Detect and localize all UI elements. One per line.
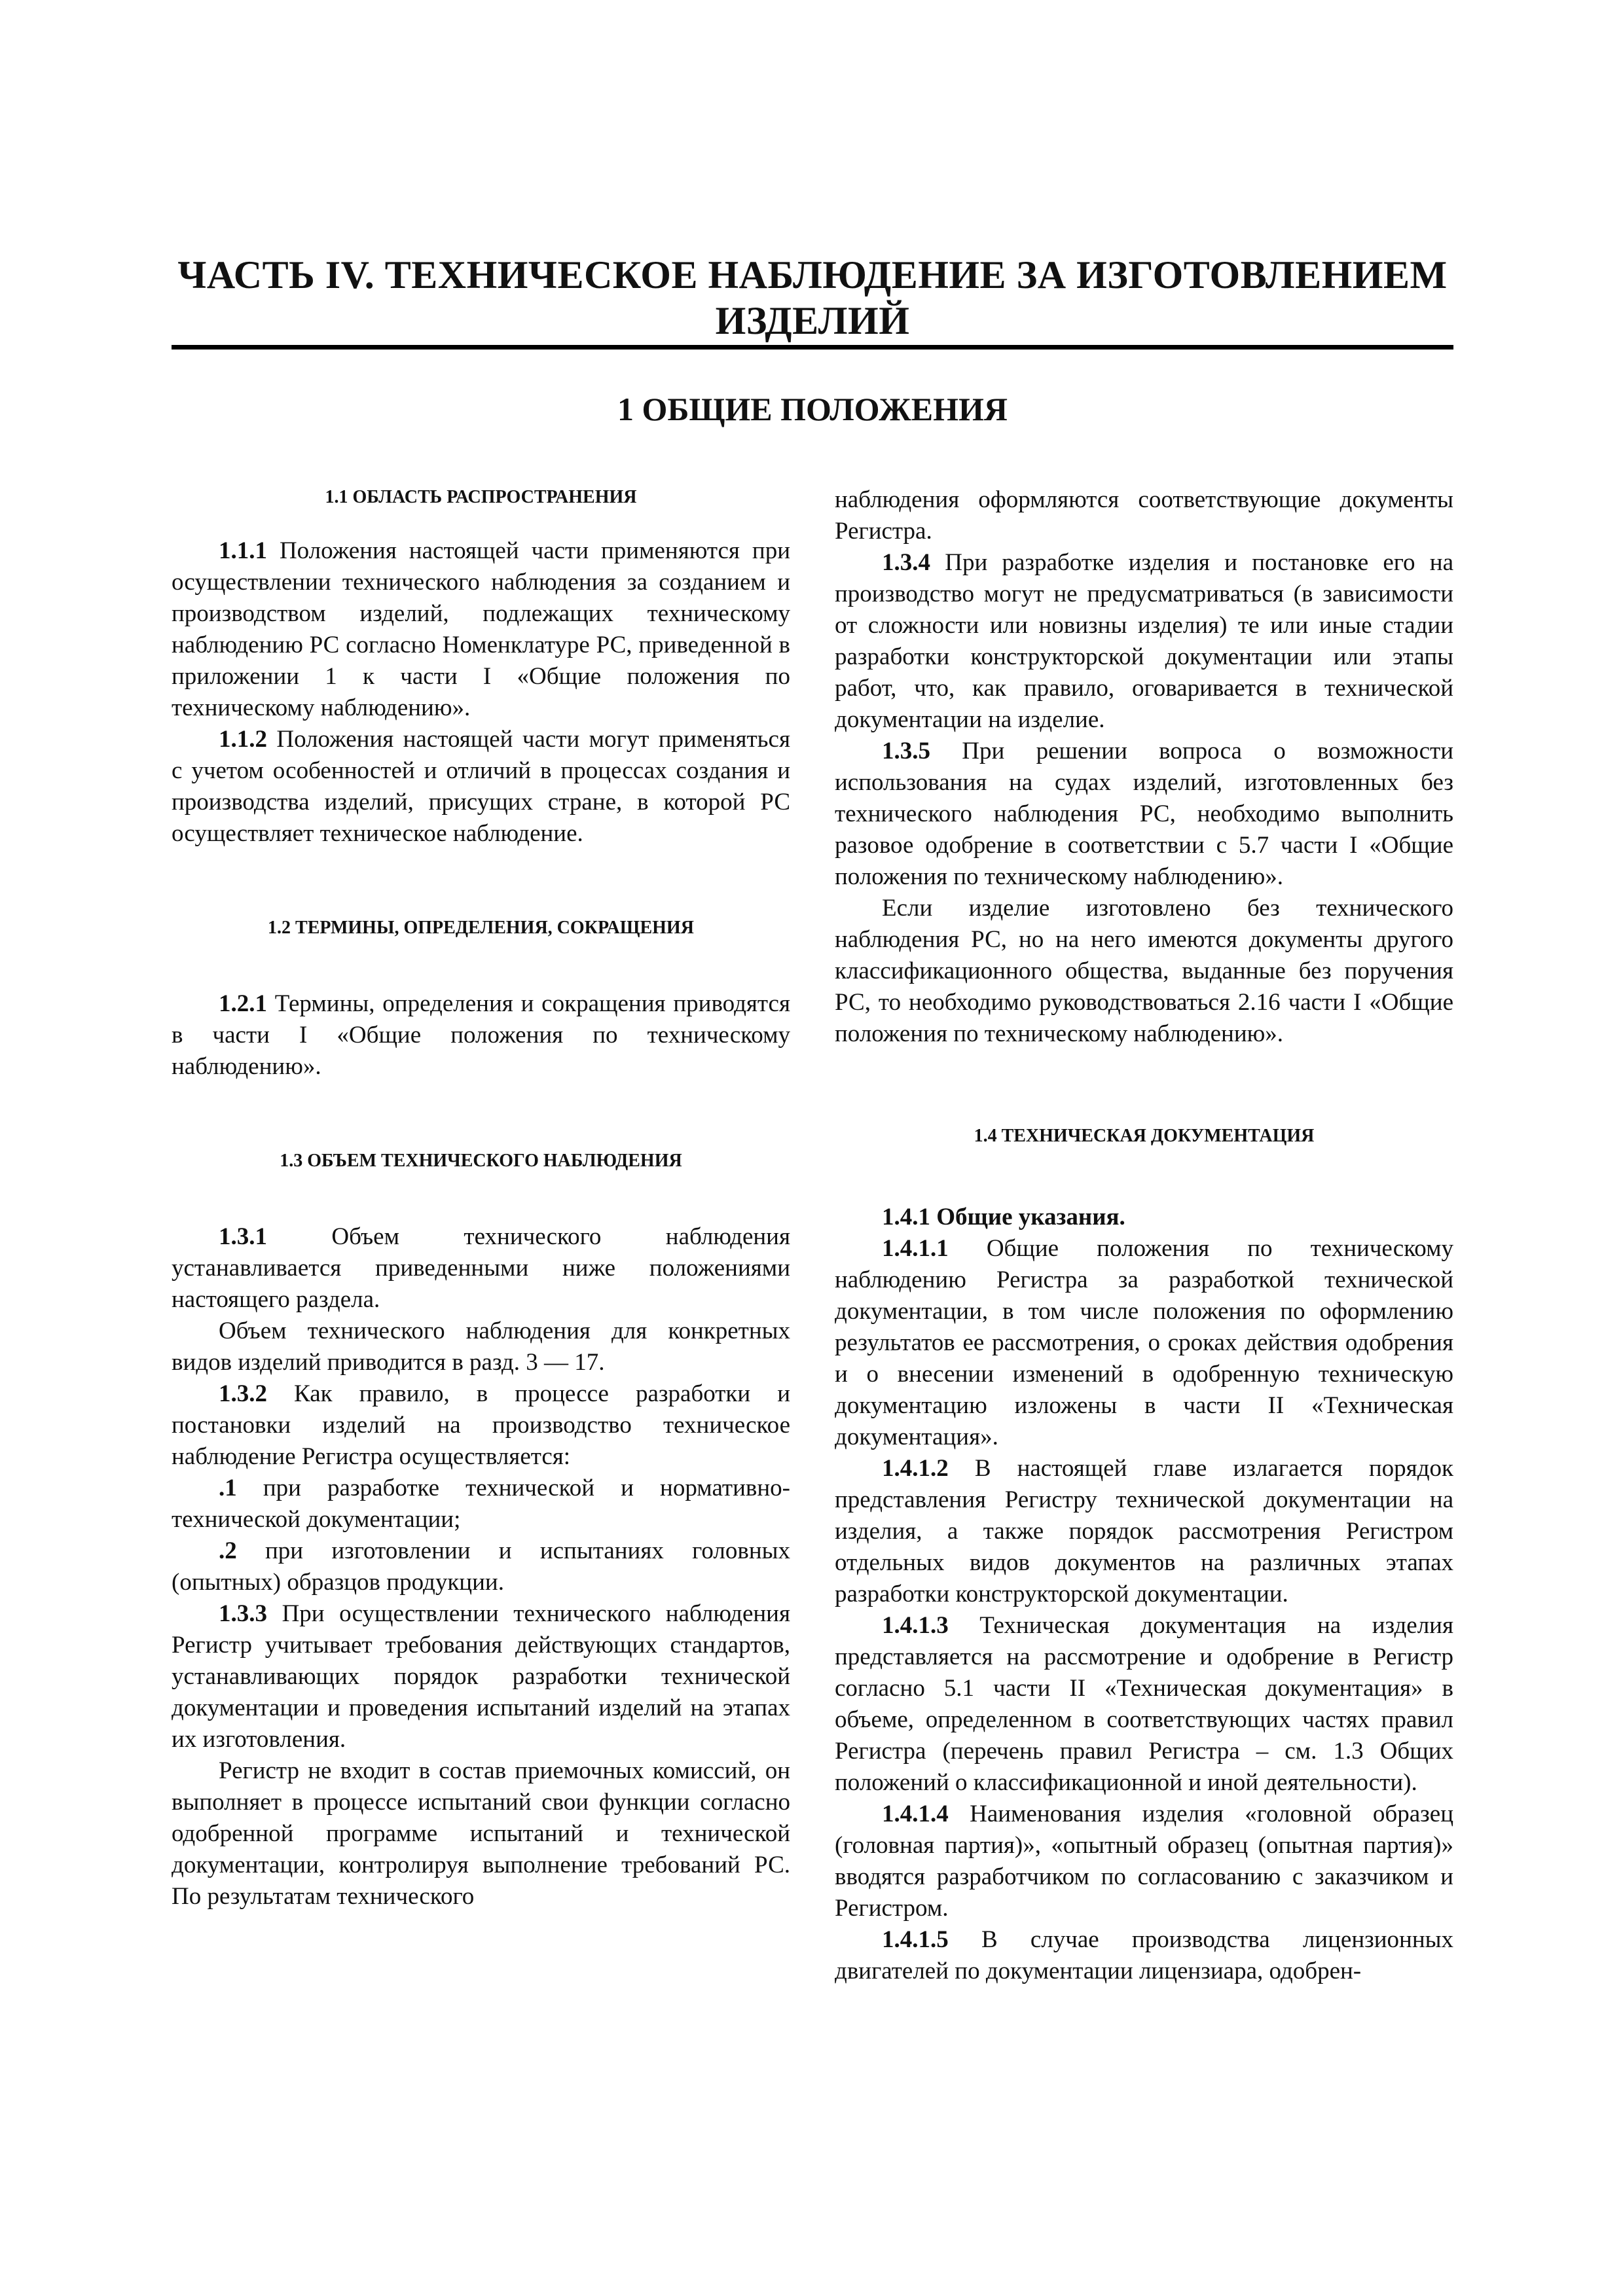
chapter-title: 1 ОБЩИЕ ПОЛОЖЕНИЯ bbox=[617, 391, 1008, 427]
paragraph-1-3-1-continued: Объем технического наблюдения для конкретных видов изделий приводится в разд. 3 — 17. bbox=[172, 1318, 790, 1376]
paragraph-1-3-3-continued: Регистр не входит в состав приемочных комиссий, он выполняет в процессе испытаний свои функции согласно одобренной программе испытаний и технической документации, контролируя выполнение требований РС. По результатам технического bbox=[172, 1757, 790, 1910]
right-column-content bbox=[835, 484, 1453, 1987]
paragraph-text: При осуществлении технического наблюдения Регистр учитывает требования действующих стандартов, устанавливающих порядок разработки технической документации и проведения испытаний изделий на этапах их изготовления. bbox=[172, 1600, 790, 1753]
paragraph-text: Общие положения по техническому наблюдению Регистра за разработкой технической документации, в том числе положения по оформлению результатов ее рассмотрения, о сроках действия одобрения и о внесении изменений в одобренную техническую документацию изложены в части II «Техническая документация». bbox=[835, 1235, 1453, 1450]
paragraph-text: Положения настоящей части могут применяться с учетом особенностей и отличий в процессах создания и производства изделий, присущих стране, в которой РС осуществляет техническое наблюдение. bbox=[172, 726, 790, 847]
paragraph-number: 1.3.2 bbox=[219, 1380, 267, 1407]
paragraph-1-4-1-3 bbox=[835, 1610, 1453, 1799]
paragraph-number: 1.4.1.5 bbox=[882, 1926, 949, 1953]
paragraph-1-3-1 bbox=[172, 1221, 790, 1316]
paragraph-1-4-1-4 bbox=[835, 1799, 1453, 1924]
paragraph-number: 1.3.4 bbox=[882, 549, 930, 576]
paragraph-text: При решении вопроса о возможности использования на судах изделий, изготовленных без технического наблюдения РС, необходимо выполнить разовое одобрение в соответствии с 5.7 части I «Общие положения по техническому наблюдению». bbox=[835, 738, 1453, 890]
paragraph-1-3-3-tail bbox=[835, 484, 1453, 547]
paragraph-number: 1.4.1.3 bbox=[882, 1612, 949, 1639]
paragraph-number: 1.4.1.1 bbox=[882, 1235, 949, 1262]
paragraph-1-3-3 bbox=[172, 1598, 790, 1755]
paragraph-1-4-1-5 bbox=[835, 1924, 1453, 1987]
paragraph-number: 1.4.1.4 bbox=[882, 1801, 949, 1827]
paragraph-text: В настоящей главе излагается порядок представления Регистру технической документации на изделия, а также порядок рассмотрения Регистром отдельных видов документов на различных этапах разработки конструкторской документации. bbox=[835, 1455, 1453, 1607]
list-item-number: .1 bbox=[219, 1475, 237, 1501]
list-item-1 bbox=[172, 1473, 790, 1535]
paragraph-number: 1.4.1.2 bbox=[882, 1455, 949, 1482]
paragraph-1-3-2 bbox=[172, 1378, 790, 1473]
paragraph-1-3-5 bbox=[835, 736, 1453, 893]
list-item-text: при разработке технической и нормативно-технической документации; bbox=[172, 1475, 790, 1533]
left-column bbox=[172, 484, 790, 1912]
title-divider bbox=[172, 345, 1453, 350]
paragraph-text: Техническая документация на изделия представляется на рассмотрение и одобрение в Регистр согласно 5.1 части II «Техническая документация» в объеме, определенном в соответствующих частях правил Регистра (перечень правил Регистра – см. 1.3 Общих положений о классификационной и иной деятельности). bbox=[835, 1612, 1453, 1796]
paragraph-1-1-1 bbox=[172, 535, 790, 724]
paragraph-text: В случае производства лицензионных двигателей по документации лицензиара, одобрен- bbox=[835, 1926, 1453, 1984]
paragraph-1-2-1 bbox=[172, 988, 790, 1083]
section-1-4-heading: 1.4 ТЕХНИЧЕСКАЯ ДОКУМЕНТАЦИЯ bbox=[974, 1126, 1315, 1146]
paragraph-text: Термины, определения и сокращения приводятся в части I «Общие положения по техническому наблюдению». bbox=[172, 990, 790, 1080]
paragraph-text: При разработке изделия и постановке его на производство могут не предусматриваться (в зависимости от сложности или новизны изделия) те или иные стадии разработки конструкторской документации или этапы работ, что, как правило, оговаривается в технической документации на изделие. bbox=[835, 549, 1453, 733]
paragraph-number: 1.3.3 bbox=[219, 1600, 267, 1627]
section-1-1-heading: 1.1 ОБЛАСТЬ РАСПРОСТРАНЕНИЯ bbox=[325, 487, 637, 507]
paragraph-1-4-1-1 bbox=[835, 1233, 1453, 1453]
paragraph-text: Как правило, в процессе разработки и постановки изделий на производство техническое наблюдение Регистра осуществляется: bbox=[172, 1380, 790, 1470]
list-item-number: .2 bbox=[219, 1537, 237, 1564]
paragraph-number: 1.2.1 bbox=[219, 990, 267, 1017]
subsection-1-4-1-heading: 1.4.1 Общие указания. bbox=[882, 1204, 1125, 1230]
paragraph-1-3-5-continued: Если изделие изготовлено без технического наблюдения РС, но на него имеются документы другого классификационного общества, выданные без поручения РС, то необходимо руководствоваться 2.16 части I «Общие положения по техническому наблюдению». bbox=[835, 895, 1453, 1047]
paragraph-text: Объем технического наблюдения устанавливается приведенными ниже положениями настоящего раздела. bbox=[172, 1223, 790, 1313]
paragraph-number: 1.3.5 bbox=[882, 738, 930, 764]
paragraph-1-1-2 bbox=[172, 724, 790, 850]
list-item-text: при изготовлении и испытаниях головных (опытных) образцов продукции. bbox=[172, 1537, 790, 1596]
list-item-2 bbox=[172, 1535, 790, 1598]
paragraph-text: Положения настоящей части применяются при осуществлении технического наблюдения за созданием и производством изделий, подлежащих техническому наблюдению РС согласно Номенклатуре РС, приведенной в приложении 1 к части I «Общие положения по техническому наблюдению». bbox=[172, 537, 790, 721]
paragraph-text: Наименования изделия «головной образец (головная партия)», «опытный образец (опытная партия)» вводятся разработчиком по согласованию с заказчиком и Регистром. bbox=[835, 1801, 1453, 1922]
paragraph-1-4-1-2 bbox=[835, 1453, 1453, 1610]
paragraph-number: 1.1.1 bbox=[219, 537, 267, 564]
paragraph-number: 1.1.2 bbox=[219, 726, 267, 753]
part-title: ЧАСТЬ IV. ТЕХНИЧЕСКОЕ НАБЛЮДЕНИЕ ЗА ИЗГОТОВЛЕНИЕМ ИЗДЕЛИЙ bbox=[177, 253, 1448, 342]
section-1-3-heading: 1.3 ОБЪЕМ ТЕХНИЧЕСКОГО НАБЛЮДЕНИЯ bbox=[280, 1151, 682, 1171]
paragraph-number: 1.3.1 bbox=[219, 1223, 267, 1250]
paragraph-1-3-4 bbox=[835, 547, 1453, 736]
continued-text: наблюдения оформляются соответствующие документы Регистра. bbox=[835, 486, 1453, 545]
section-1-2-heading: 1.2 ТЕРМИНЫ, ОПРЕДЕЛЕНИЯ, СОКРАЩЕНИЯ bbox=[268, 918, 694, 938]
